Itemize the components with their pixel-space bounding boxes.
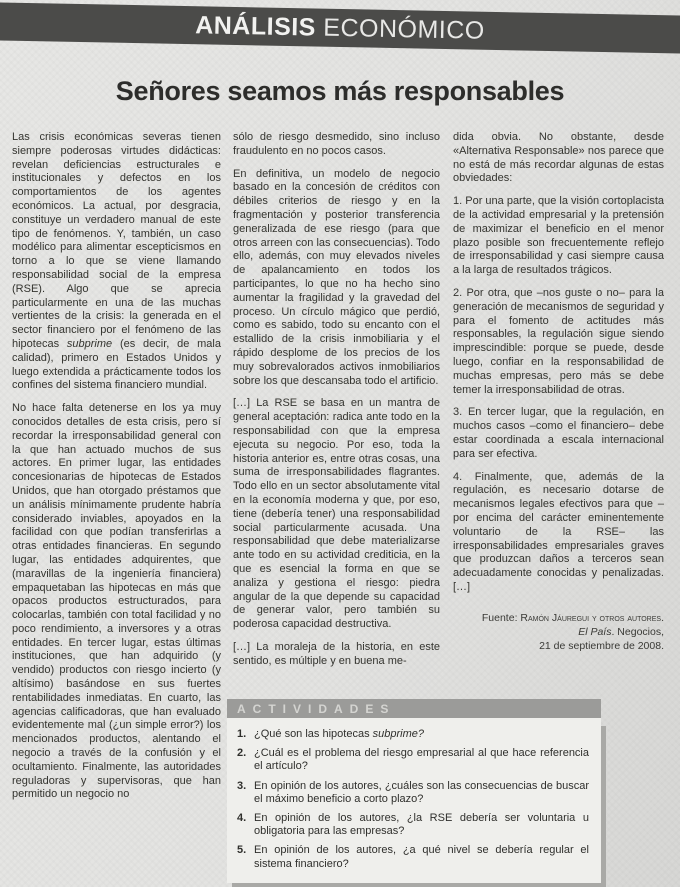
text-run: En opinión de los autores, ¿cuáles son las consecuencias de buscar el máximo beneficio a corto plazo?: [254, 779, 589, 805]
question-text: [254, 812, 589, 838]
question-text: [254, 844, 589, 870]
question-text: [254, 747, 589, 773]
paragraph: […] La RSE se basa en un mantra de general aceptación: radica ante todo en la responsabilidad con que la empresa ejecuta su negocio. Por eso, toda la historia anterior es, entre otras cosas, una suma de irresponsabilidades flagrantes. Todo ello en un sector absolutamente vital en la economía moderna y que, por eso, tiene (debería tener) una responsabilidad social particularmente acusada. Una responsabilidad que debe materializarse ante todo en su actividad crediticia, en la que es esencial la forma en que se analiza y gestiona el riesgo: piedra angular de la que depende su capacidad de generar valor, pero también su poderosa capacidad destructiva.: [233, 397, 440, 631]
article-title: Señores seamos más responsables: [115, 76, 565, 106]
text-run: ¿Cuál es el problema del riesgo empresarial al que hace referencia el artículo?: [254, 747, 589, 773]
activity-question-2: [237, 747, 589, 773]
section-header-band: [0, 2, 680, 53]
paragraph: No hace falta detenerse en los ya muy conocidos detalles de esta crisis, pero sí recordar la irresponsabilidad general con la que han actuado muchos de sus actores. En primer lugar, las entidades concesionarias de hipotecas de Estados Unidos, que han otorgado préstamos que un análisis mínimamente prudente habría considerado inviables, apoyados en la facilidad con que podían transferirlas a otras entidades financieras. En segundo lugar, las entidades adquirentes, que (maravillas de la ingeniería financiera) empaquetaban las hipotecas en más que opacos productos estructurados, para colocarlas, también con total facilidad y no poco rendimiento, a inversores y a otras entidades. En tercer lugar, estas últimas instituciones, que han adquirido (y vendido) productos con riesgo incierto (y altísimo) basándose en sus fuertes rentabilidades inmediatas. En cuarto, las agencias calificadoras, que han evaluado evidentemente mal (¿un simple error?) los mencionados productos, alentando el negocio a través de la confusión y el ocultamiento. Finalmente, las autoridades reguladoras y supervisoras, que han permitido un negocio no: [12, 402, 221, 801]
question-number: 2.: [237, 747, 247, 760]
question-number: 4.: [237, 812, 247, 825]
italic-term: subprime: [66, 337, 113, 350]
text-run: En opinión de los autores, ¿la RSE debería ser voluntaria u obligatoria para las empresas?: [254, 812, 589, 838]
paragraph: dida obvia. No obstante, desde «Alternativa Responsable» nos parece que no está de más recordar algunas de estas obviedades:: [453, 131, 664, 185]
source-citation: [453, 611, 664, 653]
section-title-secondary: ECONÓMICO: [315, 13, 486, 45]
numbered-point-1: 1. Por una parte, que la visión cortoplacista de la actividad empresarial y la pretensión de maximizar el beneficio en el menor plazo posible son frecuentemente reflejo de irresponsabilidad y casi siempre causa a la larga de resultados trágicos.: [453, 195, 664, 277]
activity-question-5: [237, 844, 589, 870]
activities-header: ACTIVIDADES: [227, 699, 601, 718]
text-run: Las crisis económicas severas tienen siempre poderosas virtudes didácticas: revelan deficiencias estructurales e institucionales y defectos en los comportamientos de los agentes económicos. La actual, por desgracia, constituye un verdadero manual de este tipo de fenómenos. Y, también, un caso modélico para alimentar escepticismos en torno a lo que se viene llamando responsabilidad social de la empresa (RSE). Algo que se aprecia particularmente en una de las muchas vertientes de la crisis: la generada en el sector financiero por el fenómeno de las hipotecas: [12, 131, 221, 350]
paragraph: sólo de riesgo desmedido, sino incluso fraudulento en no pocos casos.: [233, 131, 440, 157]
numbered-point-3: 3. En tercer lugar, que la regulación, en muchos casos –como el financiero– debe estar coordinada a escala internacional para ser efectiva.: [453, 406, 664, 460]
question-number: 5.: [237, 844, 247, 857]
numbered-point-2: 2. Por otra, que –nos guste o no– para la generación de mecanismos de seguridad y para el fomento de actitudes más responsables, la regulación sigue siendo imprescindible: porque se puede, desde luego, confiar en la responsabilidad de muchas empresas, pero más se debe temer la irresponsabilidad de otras.: [453, 286, 664, 396]
question-text: [254, 780, 589, 806]
source-date: 21 de septiembre de 2008.: [539, 639, 664, 652]
activity-question-1: [237, 728, 589, 741]
source-label: Fuente:: [481, 611, 521, 624]
question-number: 3.: [237, 779, 247, 792]
article-column-2: [233, 131, 440, 677]
activity-question-4: [237, 812, 589, 838]
source-publication: El País: [578, 625, 612, 638]
text-run: ¿Qué son las hipotecas: [254, 728, 373, 740]
text-run: En opinión de los autores, ¿a qué nivel se debería regular el sistema financiero?: [254, 844, 589, 870]
numbered-point-4: 4. Finalmente, que, además de la regulación, es necesario dotarse de mecanismos legales efectivos para que –por encima del carácter eminentemente voluntario de la RSE– las irresponsabilidades empresariales graves que produzcan daños a terceros sean adecuadamente conocidas y penalizadas. […]: [453, 470, 664, 593]
source-section: . Negocios,: [611, 625, 664, 638]
paragraph: […] La moraleja de la historia, en este sentido, es múltiple y en buena me-: [233, 640, 440, 667]
italic-term: subprime?: [372, 728, 424, 740]
section-title-primary: ANÁLISIS: [194, 10, 317, 42]
paragraph: [12, 131, 221, 393]
activities-panel: [227, 699, 601, 883]
article-column-3: [453, 131, 664, 653]
question-number: 1.: [237, 728, 247, 740]
source-authors: Ramón Jáuregui y otros autores.: [520, 611, 664, 624]
activity-question-3: [237, 780, 589, 806]
question-text: [254, 728, 589, 741]
paragraph: En definitiva, un modelo de negocio basado en la concesión de créditos con débiles criterios de riesgo y en la fragmentación y posterior transferencia generalizada de ese riesgo (para que otros arreen con las consecuencias). Todo ello, además, con muy elevados niveles de apalancamiento en todos los participantes, lo que no ha hecho sino aumentar la fragilidad y la gravedad del proceso. Un círculo mágico que perdió, como es sabido, todo su encanto con el estallido de la crisis inmobiliaria y el rápido desplome de los precios de los muy sobrevalorados activos inmobiliarios sobre los que descansaba todo el artificio.: [233, 167, 440, 387]
article-column-1: [12, 131, 221, 811]
activities-question-list: [227, 718, 601, 883]
text-run: (es decir, de mala calidad), primero en Estados Unidos y luego extendida a prácticamente todos los confines del sistema financiero mundial.: [12, 337, 221, 392]
